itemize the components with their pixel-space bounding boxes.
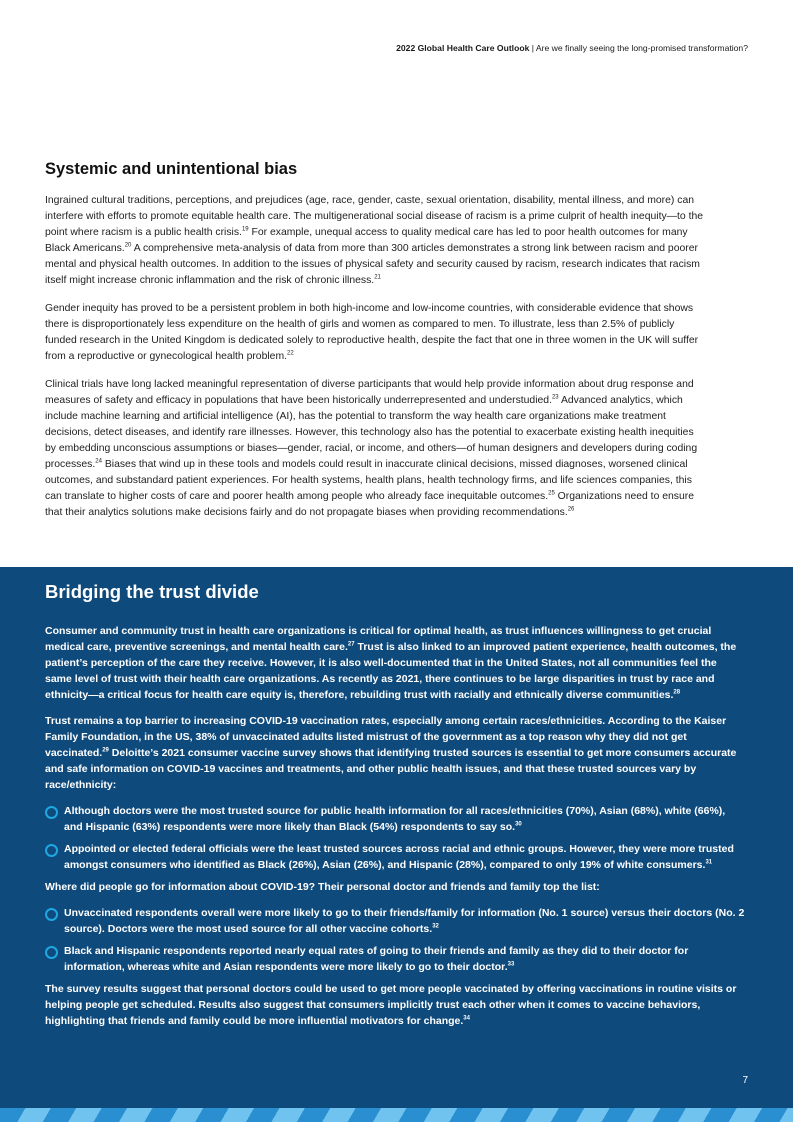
circle-bullet-icon: [45, 946, 58, 959]
report-title: 2022 Global Health Care Outlook: [396, 43, 530, 53]
decorative-stripe: [0, 1108, 793, 1122]
footnote-ref: 29: [102, 747, 109, 754]
footnote-ref: 27: [347, 641, 355, 648]
footnote-ref: 24: [95, 458, 102, 465]
footnote-ref: 19: [241, 226, 249, 233]
paragraph: Consumer and community trust in health care organizations is critical for optimal health, as trust influences willingness to get crucial medical care, preventive screenings, and mental health care.$^{27}$ Trust is also linked to an improved patient experience, health outcomes, the patient’s perception of the care they receive. However, it is also well-documented that in the United States, not all communities feel the same level of trust with their health care organizations. As recently as 2021, there continues to be large disparities in trust by race and ethnicity—a critical focus for health care equity is, therefore, rebuilding trust with racially and ethnically diverse communities.$^{28}$: [45, 625, 737, 701]
footnote-ref: 26: [567, 506, 575, 513]
footnote-ref: 34: [463, 1015, 470, 1022]
circle-bullet-icon: [45, 806, 58, 819]
list-item: Appointed or elected federal officials were the least trusted sources across racial and ethnic groups. However, they were more trusted amongst consumers who identified as Black (26%), Asian (26%), and Hispanic (28%), compared to only 19% of white consumers.$^{31}$: [45, 841, 745, 873]
footnote-ref: 25: [548, 490, 555, 497]
bullet-list: [45, 803, 745, 873]
footnote-ref: 32: [432, 923, 439, 930]
bullet-list: [45, 905, 745, 975]
list-item: Unvaccinated respondents overall were more likely to go to their friends/family for information (No. 1 source) versus their doctors (No. 2 source). Doctors were the most used source for all other vaccine cohorts.$^{32}$: [45, 905, 745, 937]
footnote-ref: 23: [551, 394, 559, 401]
section-trust-divide: [45, 581, 745, 1039]
footnote-ref: 33: [507, 961, 515, 968]
footnote-ref: 22: [287, 350, 294, 357]
circle-bullet-icon: [45, 844, 58, 857]
paragraph: Where did people go for information about COVID-19? Their personal doctor and friends and family top the list:: [45, 881, 600, 893]
section-heading: Systemic and unintentional bias: [45, 160, 298, 178]
paragraph: Trust remains a top barrier to increasing COVID-19 vaccination rates, especially among certain races/ethnicities. According to the Kaiser Family Foundation, in the US, 38% of unvaccinated adults listed mistrust of the government as a top reason why they did not get vaccinated.$^{29}$ Deloitte’s 2021 consumer vaccine survey shows that identifying trusted sources is essential to get more consumers accurate and safe information on COVID-19 vaccines and treatments, and other public health issues, and that these trusted sources vary by race/ethnicity:: [45, 715, 737, 791]
trust-divide-panel: [0, 567, 793, 1122]
running-header: [396, 43, 748, 53]
footnote-ref: 20: [124, 242, 132, 249]
paragraph: Clinical trials have long lacked meaningful representation of diverse participants that would help provide information about drug response and measures of safety and efficacy in populations that have been historically underrepresented and understudied.$^{23}$ Advanced analytics, which include machine learning and artificial intelligence (AI), has the potential to transform the way health care organizations make treatment decisions, detect diseases, and identify rare illnesses. However, this technology also has the potential to exacerbate existing health inequities by embedding unconscious assumptions or biases—gender, racial, or income, and others—of human designers and developers during coding processes.$^{24}$ Biases that wind up in these tools and models could result in inaccurate clinical decisions, missed diagnoses, worsened clinical outcomes, and substandard patient experiences. For health systems, health plans, health technology firms, and life sciences companies, this can translate to higher costs of care and poorer health among people who already face inequitable outcomes.$^{25}$ Organizations need to ensure that their analytics solutions make decisions fairly and do not propagate biases when providing recommendations.$^{26}$: [45, 379, 698, 518]
report-subtitle: Are we finally seeing the long-promised transformation?: [535, 43, 748, 53]
footnote-ref: 30: [515, 821, 522, 828]
paragraph: Ingrained cultural traditions, perceptions, and prejudices (age, race, gender, caste, sexual orientation, disability, mental illness, and more) can interfere with efforts to promote equitable health care. The multigenerational social disease of racism is a prime culprit of health inequity—to the point where racism is a public health crisis.$^{19}$ For example, unequal access to quality medical care has led to poor health outcomes for many Black Americans.$^{20}$ A comprehensive meta-analysis of data from more than 300 articles demonstrates a strong link between racism and poorer mental and physical health outcomes. In addition to the issues of physical safety and security caused by racism, research indicates that racism itself might increase chronic inflammation and the risk of chronic illness.$^{21}$: [45, 195, 704, 286]
circle-bullet-icon: [45, 908, 58, 921]
paragraph: The survey results suggest that personal doctors could be used to get more people vaccinated by offering vaccinations in routine visits or helping people get scheduled. Results also suggest that consumers implicitly trust each other when it comes to vaccine behaviors, highlighting that friends and family could be more influential motivators for change.$^{34}$: [45, 983, 737, 1027]
footnote-ref: 21: [374, 274, 381, 281]
list-item: Black and Hispanic respondents reported nearly equal rates of going to their friends and family as they did to their doctor for information, whereas white and Asian respondents were more likely to go to their doctor.$^{33}$: [45, 943, 745, 975]
footnote-ref: 28: [673, 689, 681, 696]
section-heading: Bridging the trust divide: [45, 581, 259, 602]
list-item: Although doctors were the most trusted source for public health information for all races/ethnicities (70%), Asian (68%), white (66%), and Hispanic (63%) respondents were more likely than Black (54%) respondents to say so.$^{30}$: [45, 803, 745, 835]
header-separator: |: [531, 43, 534, 53]
page-number: 7: [742, 1075, 748, 1086]
section-systemic-bias: [45, 160, 705, 533]
paragraph: Gender inequity has proved to be a persistent problem in both high-income and low-income countries, with considerable evidence that shows there is disproportionately less expenditure on the health of girls and women as compared to men. To illustrate, less than 2.5% of publicly funded research in the United Kingdom is dedicated solely to reproductive health, despite the fact that one in three women in the UK will suffer from a reproductive or gynecological health problem.$^{22}$: [45, 303, 699, 362]
footnote-ref: 31: [705, 859, 713, 866]
